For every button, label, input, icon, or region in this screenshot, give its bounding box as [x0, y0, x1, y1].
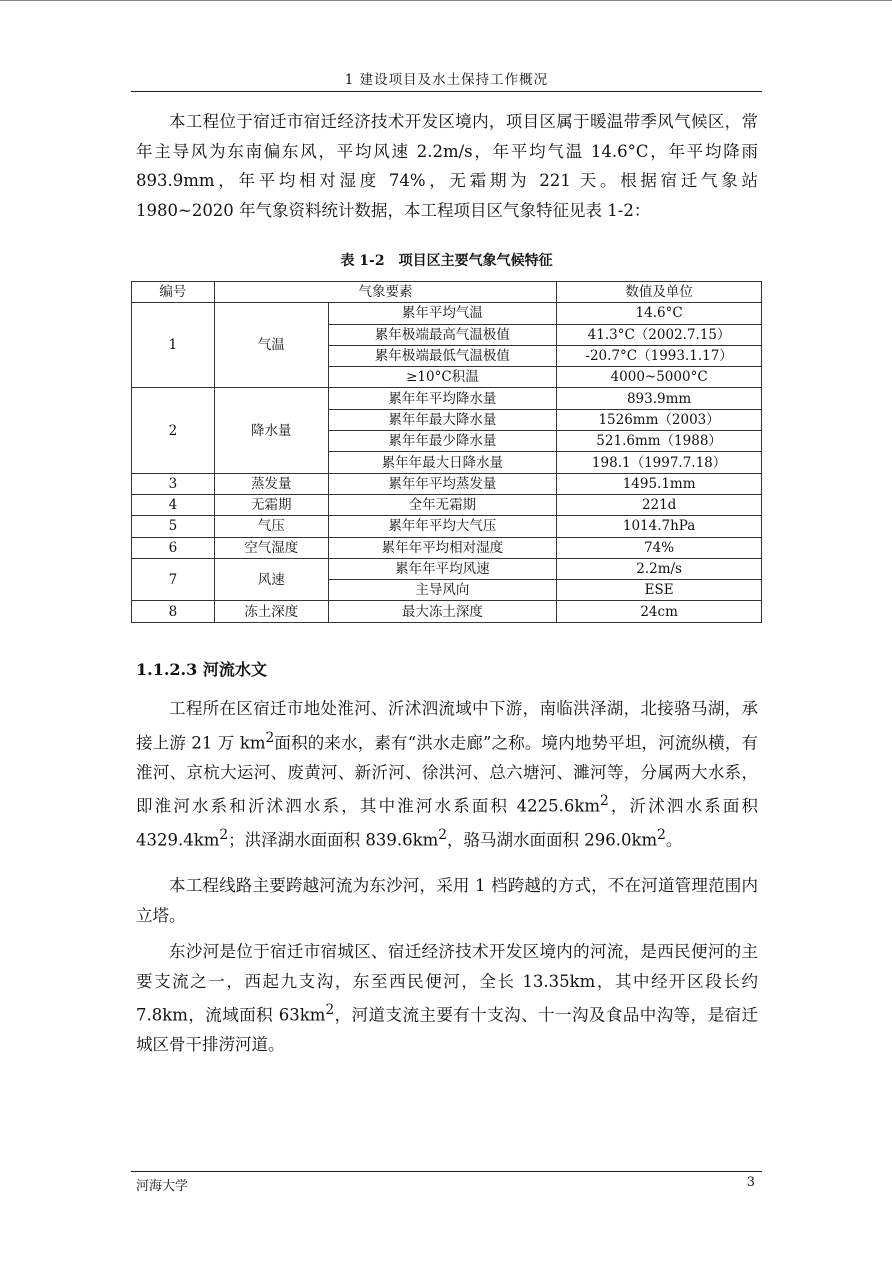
- row-value: 221d: [557, 494, 762, 515]
- row-value: 4000~5000°C: [557, 367, 762, 388]
- row-value: 2.2m/s: [557, 558, 762, 579]
- table-row: [132, 601, 762, 622]
- row-value: 1526mm（2003）: [557, 409, 762, 430]
- row-id: 8: [132, 601, 215, 622]
- header-cell-element: 气象要素: [214, 282, 556, 303]
- row-value: 14.6°C: [557, 303, 762, 324]
- row-element: ≥10°C积温: [328, 367, 557, 388]
- row-value: 41.3°C（2002.7.15）: [557, 324, 762, 345]
- row-value: 74%: [557, 537, 762, 558]
- row-id: 4: [132, 494, 215, 515]
- superscript: 2: [219, 827, 229, 843]
- paragraph-climate: 本工程位于宿迁市宿迁经济技术开发区境内，项目区属于暖温带季风气候区，常年主导风为东南偏东风，平均风速 2.2m/s，年平均气温 14.6°C，年平均降雨 893.9mm，年平均相对湿度 74%，无霜期为 221 天。根据宿迁气象站 1980~2020 年气象资料统计数据，本工程项目区气象特征见表 1-2：: [136, 112, 758, 220]
- row-element: 主导风向: [328, 580, 557, 601]
- row-category: 冻土深度: [214, 601, 328, 622]
- table-row: [132, 537, 762, 558]
- row-element: 累年年平均大气压: [328, 516, 557, 537]
- row-value: 24cm: [557, 601, 762, 622]
- superscript: 2: [438, 827, 448, 843]
- hydrology-text-c: ；洪泽湖水面面积 839.6km: [228, 830, 439, 850]
- row-element: 累年年平均蒸发量: [328, 473, 557, 494]
- table-caption: 表 1-2 项目区主要气象气候特征: [340, 253, 553, 269]
- river-text-b: ，河道支流主要有十支沟、十一沟及食品中沟等，是宿迁城区骨干排涝河道。: [136, 1005, 758, 1054]
- row-element: 累年年平均相对湿度: [328, 537, 557, 558]
- hydrology-text-e: 。: [665, 830, 683, 850]
- table-row: [132, 473, 762, 494]
- row-category: 空气湿度: [214, 537, 328, 558]
- row-element: 累年年最大日降水量: [328, 452, 557, 473]
- header-rule: [131, 91, 762, 92]
- row-element: 累年平均气温: [328, 303, 557, 324]
- footer-rule: [131, 1171, 762, 1172]
- row-category: 无霜期: [214, 494, 328, 515]
- paragraph-dongsha-river: [136, 937, 758, 1060]
- row-value: 1014.7hPa: [557, 516, 762, 537]
- row-id: 2: [132, 388, 215, 473]
- table-header-row: [132, 282, 762, 303]
- row-element: 累年年最少降水量: [328, 431, 557, 452]
- row-id: 7: [132, 558, 215, 601]
- row-category: 风速: [214, 558, 328, 601]
- row-category: 蒸发量: [214, 473, 328, 494]
- paragraph-hydrology: [136, 694, 758, 855]
- table-row: [132, 494, 762, 515]
- row-id: 6: [132, 537, 215, 558]
- table-row: [132, 558, 762, 579]
- row-category: 降水量: [214, 388, 328, 473]
- superscript: 2: [657, 827, 666, 843]
- row-element: 累年极端最低气温极值: [328, 345, 557, 366]
- superscript: 2: [325, 1002, 335, 1018]
- superscript: 2: [265, 729, 275, 746]
- row-value: 1495.1mm: [557, 473, 762, 494]
- section-heading: 1.1.2.3 河流水文: [136, 660, 267, 679]
- table-row: [132, 516, 762, 537]
- hydrology-pre: 承接上游 21 万 km: [136, 699, 758, 752]
- page-number: 3: [746, 1175, 755, 1190]
- row-element: 最大冻土深度: [328, 601, 557, 622]
- row-element: 累年年最大降水量: [328, 409, 557, 430]
- table-row: [132, 303, 762, 324]
- row-id: 3: [132, 473, 215, 494]
- hydrology-text-b: ，沂沭泗水系面积 4329.4km: [136, 796, 759, 850]
- climate-table: [131, 281, 762, 623]
- page-top-border: [0, 0, 892, 1]
- row-element: 累年年平均降水量: [328, 388, 557, 409]
- footer-organization: 河海大学: [136, 1179, 189, 1194]
- row-element: 累年年平均风速: [328, 558, 557, 579]
- hydrology-text-d: ，骆马湖水面面积 296.0km: [447, 830, 658, 850]
- hydrology-intro: 工程所在区宿迁市地处淮河、沂沭泗流域中下游，南临洪泽湖，北接骆马湖，: [169, 699, 742, 718]
- row-element: 累年极端最高气温极值: [328, 324, 557, 345]
- row-value: 893.9mm: [557, 388, 762, 409]
- row-category: 气压: [214, 516, 328, 537]
- row-value: 198.1（1997.7.18）: [557, 452, 762, 473]
- row-id: 1: [132, 303, 215, 388]
- row-value: -20.7°C（1993.1.17）: [557, 345, 762, 366]
- row-category: 气温: [214, 303, 328, 388]
- row-id: 5: [132, 516, 215, 537]
- hydrology-text-a: 面积的来水，素有“洪水走廊”之称。境内地势平坦，河流纵横，有淮河、京杭大运河、废黄河、新沂河、徐洪河、总六塘河、濉河等，分属两大水系，即淮河水系和沂沭泗水系，其中淮河水系面积 4225.6km: [136, 733, 759, 816]
- row-element: 全年无霜期: [328, 494, 557, 515]
- superscript: 2: [599, 793, 609, 809]
- table-row: [132, 388, 762, 409]
- row-value: ESE: [557, 580, 762, 601]
- river-text-a: 东沙河是位于宿迁市宿城区、宿迁经济技术开发区境内的河流，是西民便河的主要支流之一，西起九支沟，东至西民便河，全长 13.35km，其中经开区段长约 7.8km，流域面积 63km: [136, 942, 758, 1025]
- header-cell-id: 编号: [132, 282, 215, 303]
- header-cell-value: 数值及单位: [557, 282, 762, 303]
- row-value: 521.6mm（1988）: [557, 431, 762, 452]
- paragraph-crossing: 本工程线路主要跨越河流为东沙河，采用 1 档跨越的方式，不在河道管理范围内立塔。: [136, 876, 758, 925]
- running-header: 1 建设项目及水土保持工作概况: [344, 72, 549, 88]
